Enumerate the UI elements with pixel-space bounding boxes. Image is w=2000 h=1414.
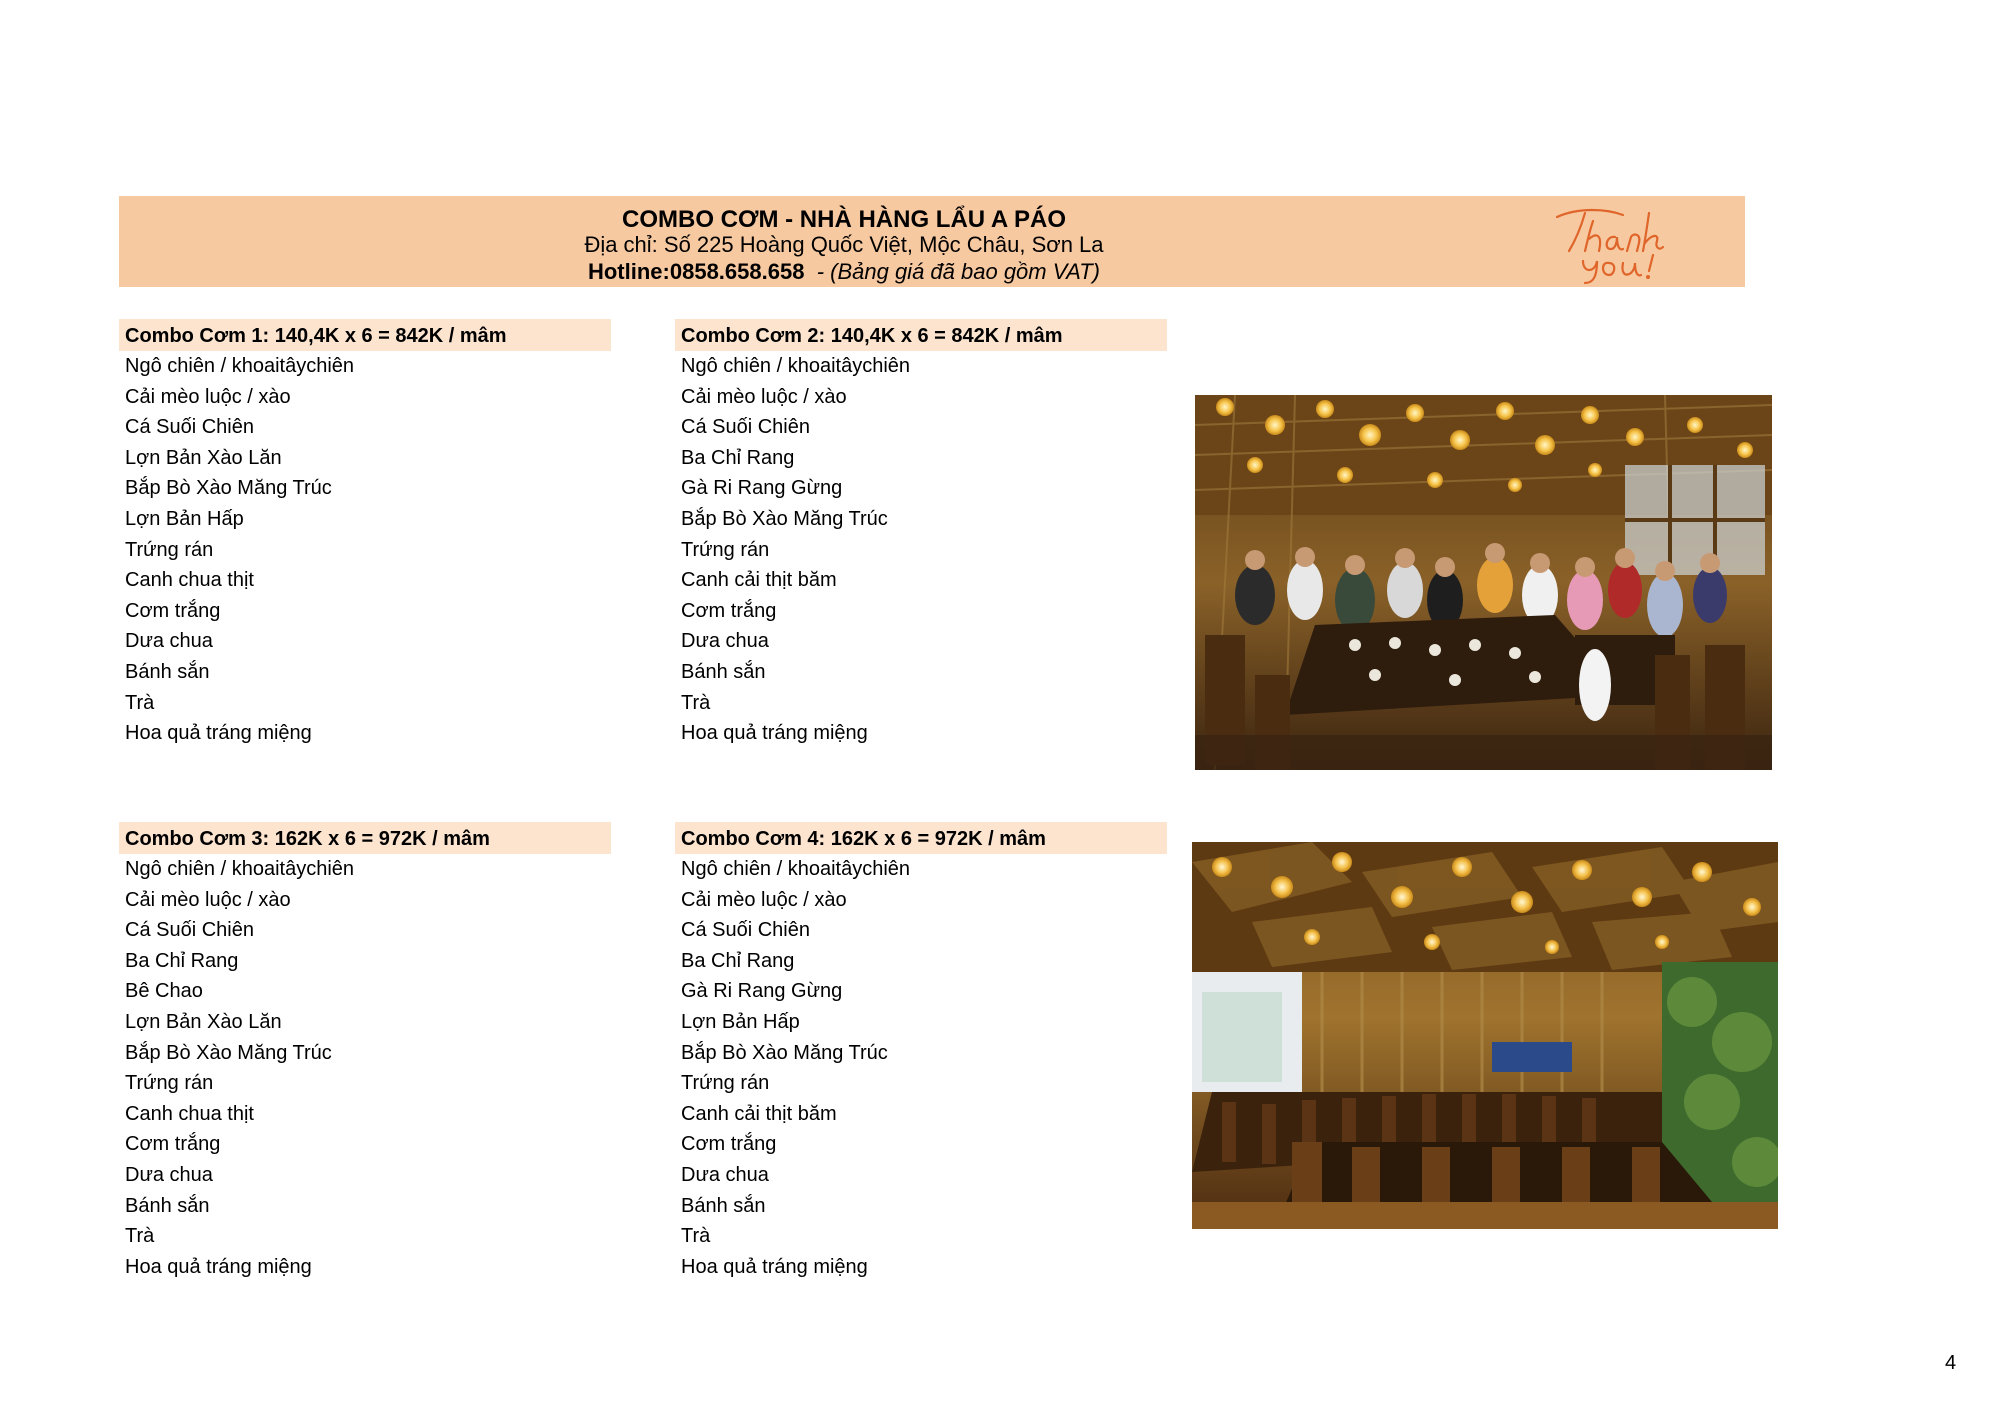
list-item: Hoa quả tráng miệng xyxy=(681,1255,868,1278)
combo-1-card xyxy=(119,319,611,749)
list-item: Lợn Bản Xào Lăn xyxy=(125,1010,282,1033)
vat-note: - (Bảng giá đã bao gồm VAT) xyxy=(816,259,1100,284)
list-item: Ngô chiên / khoaitâychiên xyxy=(125,858,355,880)
page-number: 4 xyxy=(1945,1352,1957,1374)
list-item: Hoa quả tráng miệng xyxy=(125,1255,312,1278)
list-item: Cơm trắng xyxy=(125,599,221,622)
combo-4-title: Combo Cơm 4: 162K x 6 = 972K / mâm xyxy=(675,822,1167,854)
list-item: Cải mèo luộc / xào xyxy=(125,385,291,408)
combo-4-items xyxy=(675,854,1167,1282)
list-item: Trà xyxy=(125,1225,155,1248)
list-item: Trứng rán xyxy=(681,1072,770,1095)
list-item: Hoa quả tráng miệng xyxy=(125,722,312,745)
list-item: Trà xyxy=(681,1225,711,1248)
list-item: Dưa chua xyxy=(125,1163,213,1186)
combo-3-title: Combo Cơm 3: 162K x 6 = 972K / mâm xyxy=(119,822,611,854)
list-item: Ngô chiên / khoaitâychiên xyxy=(125,355,355,377)
list-item: Bánh sắn xyxy=(681,660,766,683)
list-item: Canh chua thịt xyxy=(125,1102,254,1125)
list-item: Cá Suối Chiên xyxy=(681,416,810,439)
page-title: COMBO CƠM - NHÀ HÀNG LẨU A PÁO xyxy=(622,206,1066,233)
list-item: Cơm trắng xyxy=(125,1133,221,1156)
list-item: Cá Suối Chiên xyxy=(125,416,254,439)
list-item: Cơm trắng xyxy=(681,1133,777,1156)
list-item: Trứng rán xyxy=(681,538,770,561)
list-item: Cải mèo luộc / xào xyxy=(125,888,291,911)
list-item: Trà xyxy=(125,691,155,714)
list-item: Canh cải thịt băm xyxy=(681,1102,837,1125)
thank-you-logo xyxy=(1549,199,1669,285)
list-item: Dưa chua xyxy=(681,630,769,653)
restaurant-photo-guests-image xyxy=(1195,395,1772,770)
restaurant-address: Địa chỉ: Số 225 Hoàng Quốc Việt, Mộc Châu, Sơn La xyxy=(584,232,1104,257)
list-item: Bánh sắn xyxy=(125,660,210,683)
list-item: Trứng rán xyxy=(125,1072,214,1095)
list-item: Trà xyxy=(681,691,711,714)
list-item: Bắp Bò Xào Măng Trúc xyxy=(125,1041,332,1064)
list-item: Cải mèo luộc / xào xyxy=(681,888,847,911)
combo-2-card xyxy=(675,319,1167,749)
list-item: Canh chua thịt xyxy=(125,569,254,592)
hotline-line xyxy=(119,259,1569,285)
list-item: Dưa chua xyxy=(125,630,213,653)
combo-1-items xyxy=(119,351,611,749)
list-item: Lợn Bản Hấp xyxy=(681,1010,800,1033)
list-item: Lợn Bản Hấp xyxy=(125,507,244,530)
list-item: Ba Chỉ Rang xyxy=(125,949,239,972)
list-item: Bắp Bò Xào Măng Trúc xyxy=(681,1041,888,1064)
restaurant-photo-dining-room xyxy=(1192,842,1778,1229)
list-item: Cơm trắng xyxy=(681,599,777,622)
combo-4-card xyxy=(675,822,1167,1282)
list-item: Bánh sắn xyxy=(125,1194,210,1217)
list-item: Trứng rán xyxy=(125,538,214,561)
restaurant-photo-guests xyxy=(1195,395,1772,770)
hotline-number: Hotline:0858.658.658 xyxy=(587,259,805,284)
list-item: Ba Chỉ Rang xyxy=(681,446,795,469)
list-item: Cải mèo luộc / xào xyxy=(681,385,847,408)
combo-1-title: Combo Cơm 1: 140,4K x 6 = 842K / mâm xyxy=(119,319,611,351)
restaurant-photo-dining-room-image xyxy=(1192,842,1778,1229)
list-item: Hoa quả tráng miệng xyxy=(681,722,868,745)
list-item: Bánh sắn xyxy=(681,1194,766,1217)
combo-2-title: Combo Cơm 2: 140,4K x 6 = 842K / mâm xyxy=(675,319,1167,351)
header-banner xyxy=(119,196,1745,287)
combo-2-items xyxy=(675,351,1167,749)
list-item: Lợn Bản Xào Lăn xyxy=(125,446,282,469)
list-item: Ngô chiên / khoaitâychiên xyxy=(681,355,911,377)
combo-3-items xyxy=(119,854,611,1282)
list-item: Cá Suối Chiên xyxy=(125,919,254,942)
list-item: Bắp Bò Xào Măng Trúc xyxy=(681,507,888,530)
list-item: Canh cải thịt băm xyxy=(681,569,837,592)
list-item: Ba Chỉ Rang xyxy=(681,949,795,972)
combo-3-card xyxy=(119,822,611,1282)
list-item: Bê Chao xyxy=(125,980,203,1003)
list-item: Gà Ri Rang Gừng xyxy=(681,477,843,500)
list-item: Gà Ri Rang Gừng xyxy=(681,980,843,1003)
list-item: Bắp Bò Xào Măng Trúc xyxy=(125,477,332,500)
list-item: Dưa chua xyxy=(681,1163,769,1186)
list-item: Cá Suối Chiên xyxy=(681,919,810,942)
list-item: Ngô chiên / khoaitâychiên xyxy=(681,858,911,880)
